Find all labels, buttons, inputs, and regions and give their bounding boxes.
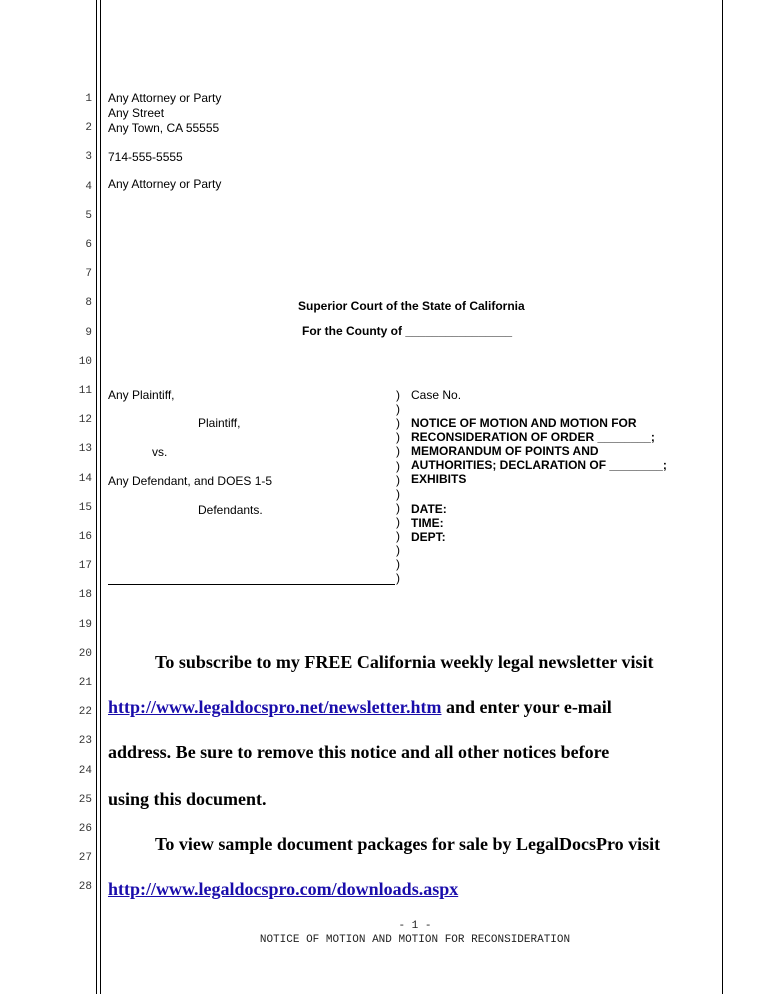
case-title-line-3: MEMORANDUM OF POINTS AND [411, 444, 599, 458]
case-title-line-2: RECONSIDERATION OF ORDER ________; [411, 430, 655, 444]
notice-line-2 [108, 697, 612, 717]
caption-paren: ) [396, 500, 400, 515]
attorney-for: Any Attorney or Party [108, 177, 222, 191]
line-number: 24 [78, 764, 92, 777]
line-number: 26 [78, 823, 92, 835]
caption-paren: ) [396, 571, 400, 586]
line-number: 22 [78, 706, 92, 719]
attorney-phone: 714-555-5555 [108, 150, 183, 164]
notice-line-5: To view sample document packages for sale by LegalDocsPro visit [155, 834, 661, 854]
line-number: 19 [78, 618, 92, 631]
defendant-name: Any Defendant, and DOES 1-5 [108, 474, 273, 488]
notice-line-6 [108, 879, 458, 899]
line-number: 9 [85, 326, 92, 339]
case-title-line-5: EXHIBITS [411, 472, 467, 486]
caption-paren: ) [396, 402, 400, 417]
line-number: 12 [78, 414, 92, 427]
line-number: 5 [85, 209, 92, 222]
page-number: - 1 - [398, 920, 432, 932]
line-number: 21 [78, 677, 92, 689]
hearing-dept-label: DEPT: [411, 530, 446, 544]
plaintiff-name: Any Plaintiff, [108, 388, 175, 402]
versus: vs. [152, 445, 168, 459]
caption-paren: ) [396, 529, 400, 543]
line-number: 13 [78, 443, 92, 456]
court-name: Superior Court of the State of California [298, 299, 525, 313]
line-number: 15 [78, 501, 92, 514]
attorney-street: Any Street [108, 106, 165, 120]
caption-bottom-rule [108, 584, 395, 585]
line-number: 16 [78, 531, 92, 543]
left-margin-rule-inner [100, 0, 101, 994]
caption-paren: ) [396, 444, 400, 459]
notice-line-4: using this document. [108, 789, 267, 809]
caption-paren: ) [396, 430, 400, 445]
line-number: 3 [85, 151, 92, 164]
newsletter-link[interactable]: http://www.legaldocspro.net/newsletter.htm [108, 697, 442, 717]
downloads-link[interactable]: http://www.legaldocspro.com/downloads.aspx [108, 879, 459, 899]
line-number: 7 [85, 268, 92, 281]
case-title-line-4: AUTHORITIES; DECLARATION OF ________; [411, 458, 667, 472]
case-number-label: Case No. [411, 388, 462, 402]
line-number: 4 [85, 180, 92, 193]
caption-paren: ) [396, 514, 400, 529]
left-margin-rule-outer [96, 0, 97, 994]
court-county: For the County of ________________ [302, 324, 513, 338]
line-number: 20 [78, 647, 92, 660]
caption-paren: ) [396, 472, 400, 487]
attorney-city: Any Town, CA 55555 [108, 121, 220, 135]
defendant-role: Defendants. [198, 503, 263, 517]
line-number: 10 [78, 355, 92, 368]
plaintiff-role: Plaintiff, [198, 416, 241, 430]
caption-paren: ) [396, 557, 400, 572]
line-number: 14 [78, 472, 92, 485]
line-number: 23 [78, 735, 92, 748]
notice-line-1: To subscribe to my FREE California weekly legal newsletter visit [155, 652, 654, 672]
case-title-line-1: NOTICE OF MOTION AND MOTION FOR [411, 416, 637, 430]
notice-line-3: address. Be sure to remove this notice and all other notices before [108, 742, 610, 762]
line-number: 25 [78, 793, 92, 806]
line-number: 2 [85, 122, 92, 135]
notice-line-2-rest: and enter your e-mail [441, 697, 612, 717]
caption-paren: ) [396, 416, 400, 431]
caption-paren: ) [396, 486, 400, 501]
line-number: 17 [78, 560, 92, 573]
hearing-time-label: TIME: [411, 516, 444, 530]
caption-paren: ) [396, 388, 400, 402]
right-margin-rule [722, 0, 723, 994]
footer-title: NOTICE OF MOTION AND MOTION FOR RECONSIDERATION [259, 934, 571, 946]
hearing-date-label: DATE: [411, 502, 447, 516]
line-number: 27 [78, 852, 92, 865]
line-number: 11 [78, 385, 92, 397]
line-number: 6 [85, 239, 92, 251]
line-number: 28 [78, 881, 92, 894]
caption-paren: ) [396, 543, 400, 558]
line-number: 1 [85, 93, 92, 105]
line-number: 18 [78, 589, 92, 602]
attorney-name: Any Attorney or Party [108, 91, 222, 105]
line-number: 8 [85, 297, 92, 310]
caption-paren: ) [396, 458, 400, 473]
